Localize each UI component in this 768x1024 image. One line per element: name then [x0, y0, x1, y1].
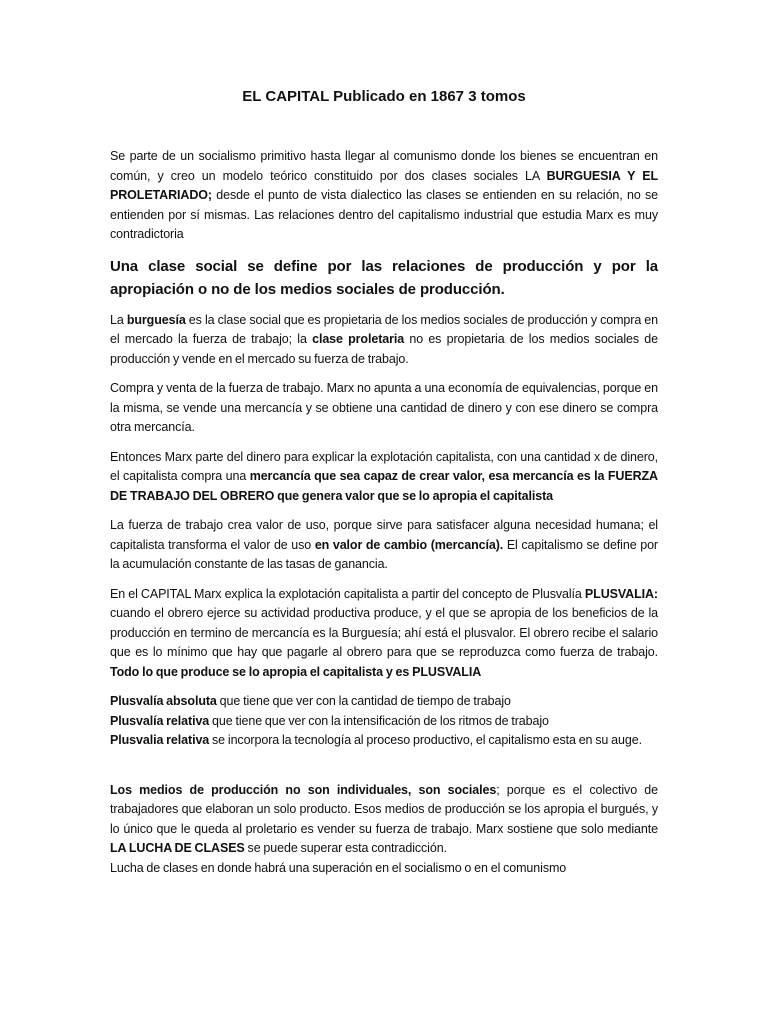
- paragraph-plusvalia: [110, 585, 658, 683]
- list-item: [110, 692, 658, 712]
- list-item: [110, 731, 658, 751]
- paragraph-burguesia: [110, 311, 658, 370]
- text: ; porque es el colectivo de trabajadores que elaboran un solo producto. Esos medios de producción se los apropia el burgués, y lo único que le queda al proletario es vender su fuerza de trabajo. Marx sostiene que solo mediante: [110, 782, 658, 836]
- bold-text: Plusvalia relativa: [110, 733, 210, 747]
- text: Lucha de clases en donde habrá una superación en el socialismo o en el comunismo: [110, 860, 567, 875]
- text: se incorpora la tecnología al proceso productivo, el capitalismo esta en su auge.: [209, 733, 642, 747]
- bold-text: BURGUESIA Y EL PROLETARIADO;: [110, 168, 658, 202]
- bold-text: mercancía que sea capaz de crear valor, esa mercancía es la FUERZA DE TRABAJO DEL OBRERO que genera valor que se lo apropia el capitalista: [110, 469, 658, 503]
- bold-text: LA LUCHA DE CLASES: [110, 841, 245, 855]
- paragraph-medios-produccion: [110, 781, 658, 879]
- paragraph-compra-venta: Compra y venta de la fuerza de trabajo. Marx no apunta a una economía de equivalencias, porque en la misma, se vende una mercancía y se obtiene una cantidad de dinero y con ese dinero se compra otra mercancía.: [110, 381, 658, 434]
- paragraph-intro: [110, 147, 658, 245]
- text: En el CAPITAL Marx explica la explotación capitalista a partir del concepto de Plusvalía: [110, 586, 585, 601]
- text: se puede superar esta contradicción.: [244, 841, 447, 855]
- bold-text: en valor de cambio (mercancía).: [314, 537, 504, 552]
- section-heading: Una clase social se define por las relaciones de producción y por la apropiación o no de los medios sociales de producción.: [110, 257, 658, 298]
- list-item: [110, 712, 658, 732]
- paragraph-dinero: [110, 448, 658, 507]
- paragraph-valor-uso: [110, 516, 658, 575]
- bold-text: Los medios de producción no son individuales, son sociales: [110, 782, 497, 797]
- text: que tiene que ver con la cantidad de tiempo de trabajo: [216, 694, 511, 708]
- text: Entonces Marx parte del dinero para explicar la explotación capitalista, con una cantidad x de dinero, el capitalista compra una: [110, 449, 658, 483]
- bold-text: PLUSVALIA:: [584, 586, 658, 601]
- text: cuando el obrero ejerce su actividad productiva produce, y el que se apropia de los beneficios de la producción en termino de mercancía es la Burguesía; ahí está el plusvalor. El obrero recibe el salario que es lo mínimo que hay que pagarle al obrero para que se reproduzca como fuerza de trabajo.: [110, 606, 658, 659]
- text: no es propietaria de los medios sociales de producción y vende en el mercado su fuerza de trabajo.: [110, 332, 659, 366]
- text: La fuerza de trabajo crea valor de uso, porque sirve para satisfacer alguna necesidad humana; el capitalista transforma el valor de uso: [110, 518, 658, 552]
- text: desde el punto de vista dialectico las clases se entienden en su relación, no se entienden por sí mismas. Las relaciones dentro del capitalismo industrial que estudia Marx es muy contradictoria: [110, 188, 658, 241]
- bold-text: Plusvalía absoluta: [110, 694, 217, 708]
- bold-text: Todo lo que produce se lo apropia el capitalista y es PLUSVALIA: [110, 664, 482, 679]
- bold-text: clase proletaria: [312, 332, 405, 346]
- text: que tiene que ver con la intensificación de los ritmos de trabajo: [209, 713, 549, 728]
- bold-text: burguesía: [126, 312, 186, 327]
- bold-text: Plusvalía relativa: [110, 713, 210, 728]
- paragraph-plusvalia-tipos: [110, 692, 658, 751]
- text: es la clase social que es propietaria de los medios sociales de producción y compra en el mercado la fuerza de trabajo; la: [110, 312, 659, 346]
- text: La: [110, 312, 127, 327]
- text: Se parte de un socialismo primitivo hasta llegar al comunismo donde los bienes se encuentran en común, y creo un modelo teórico constituido por dos clases sociales LA: [110, 149, 658, 183]
- document-body: [110, 147, 658, 878]
- document-title: EL CAPITAL Publicado en 1867 3 tomos: [242, 88, 526, 105]
- text: El capitalismo se define por la acumulación constante de las tasas de ganancia.: [110, 537, 658, 571]
